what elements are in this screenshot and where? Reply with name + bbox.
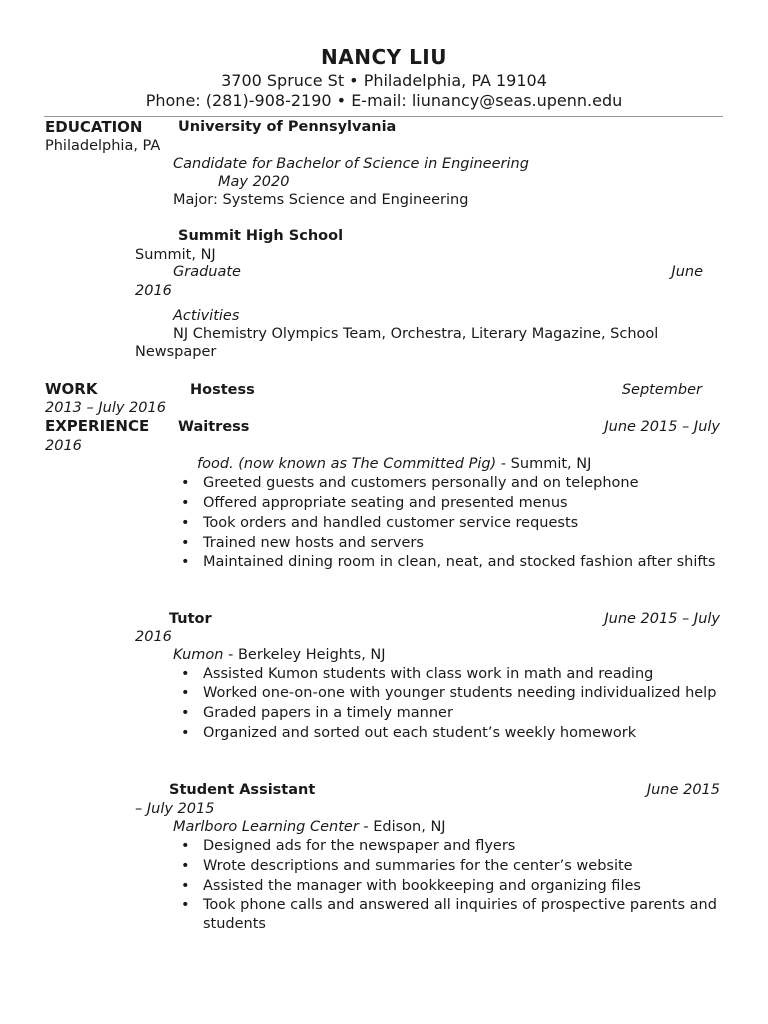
list-item: • Organized and sorted out each student’s weekly homework — [173, 723, 723, 743]
graduation-date: May 2020 — [218, 174, 290, 190]
job-date: June 2015 – July — [604, 419, 720, 435]
education-heading: EDUCATION — [45, 118, 143, 136]
work-heading: WORK — [45, 380, 98, 398]
employer-line — [173, 818, 446, 837]
employer-location: - Edison, NJ — [358, 819, 446, 835]
job-date-continued: 2016 — [45, 438, 82, 454]
address-line: 3700 Spruce St • Philadelphia, PA 19104 — [221, 71, 547, 90]
job-date: June 2015 — [646, 782, 720, 798]
school-name: University of Pennsylvania — [178, 119, 397, 135]
employer-location: - Summit, NJ — [496, 456, 592, 472]
school-name: Summit High School — [178, 228, 344, 244]
list-item: • Took orders and handled customer service requests — [173, 513, 723, 533]
employer-name: food. (now known as The Committed Pig) — [197, 456, 497, 472]
job-duties-list — [173, 836, 723, 934]
header-divider — [44, 116, 723, 117]
list-item: • Took phone calls and answered all inquiries of prospective parents and students — [173, 896, 723, 934]
list-item: • Worked one-on-one with younger students needing individualized help — [173, 684, 723, 703]
job-date-continued: – July 2015 — [135, 801, 215, 817]
job-date-continued: 2016 — [135, 629, 172, 645]
list-item: • Designed ads for the newspaper and flyers — [173, 836, 723, 856]
activities-text: NJ Chemistry Olympics Team, Orchestra, Literary Magazine, School — [173, 326, 659, 342]
school-location: Summit, NJ — [135, 247, 216, 263]
job-title: Tutor — [169, 611, 212, 627]
experience-heading: EXPERIENCE — [45, 417, 150, 435]
employer-name: Marlboro Learning Center — [173, 819, 359, 835]
list-item: • Graded papers in a timely manner — [173, 703, 723, 723]
candidate-name: NANCY LIU — [320, 45, 447, 69]
activities-text-continued: Newspaper — [135, 344, 217, 360]
job-date: June 2015 – July — [604, 611, 720, 627]
job-title: Hostess — [190, 382, 255, 398]
employer-line — [197, 455, 591, 474]
job-title: Student Assistant — [169, 782, 316, 798]
list-item: • Greeted guests and customers personally and on telephone — [173, 473, 723, 493]
employer-location: - Berkeley Heights, NJ — [223, 647, 386, 663]
list-item: • Maintained dining room in clean, neat, and stocked fashion after shifts — [173, 553, 723, 572]
degree-text: Candidate for Bachelor of Science in Engineering — [173, 156, 529, 172]
job-title: Waitress — [178, 419, 250, 435]
graduation-date-continued: 2016 — [135, 283, 172, 299]
degree-text: Graduate — [173, 264, 241, 280]
activities-label: Activities — [173, 308, 240, 324]
job-duties-list — [173, 664, 723, 743]
contact-line: Phone: (281)-908-2190 • E-mail: liunancy@seas.upenn.edu — [145, 91, 623, 110]
list-item: • Offered appropriate seating and presented menus — [173, 493, 723, 513]
job-duties-list — [173, 473, 723, 572]
school-location: Philadelphia, PA — [45, 138, 161, 154]
graduation-date: June — [671, 264, 703, 280]
list-item: • Wrote descriptions and summaries for the center’s website — [173, 856, 723, 876]
list-item: • Trained new hosts and servers — [173, 533, 723, 553]
employer-line — [173, 646, 386, 665]
employer-name: Kumon — [173, 647, 224, 663]
job-date-continued: 2013 – July 2016 — [45, 400, 166, 416]
job-date: September — [621, 382, 702, 398]
major-text: Major: Systems Science and Engineering — [173, 192, 469, 208]
list-item: • Assisted the manager with bookkeeping and organizing files — [173, 876, 723, 896]
list-item: • Assisted Kumon students with class work in math and reading — [173, 664, 723, 684]
